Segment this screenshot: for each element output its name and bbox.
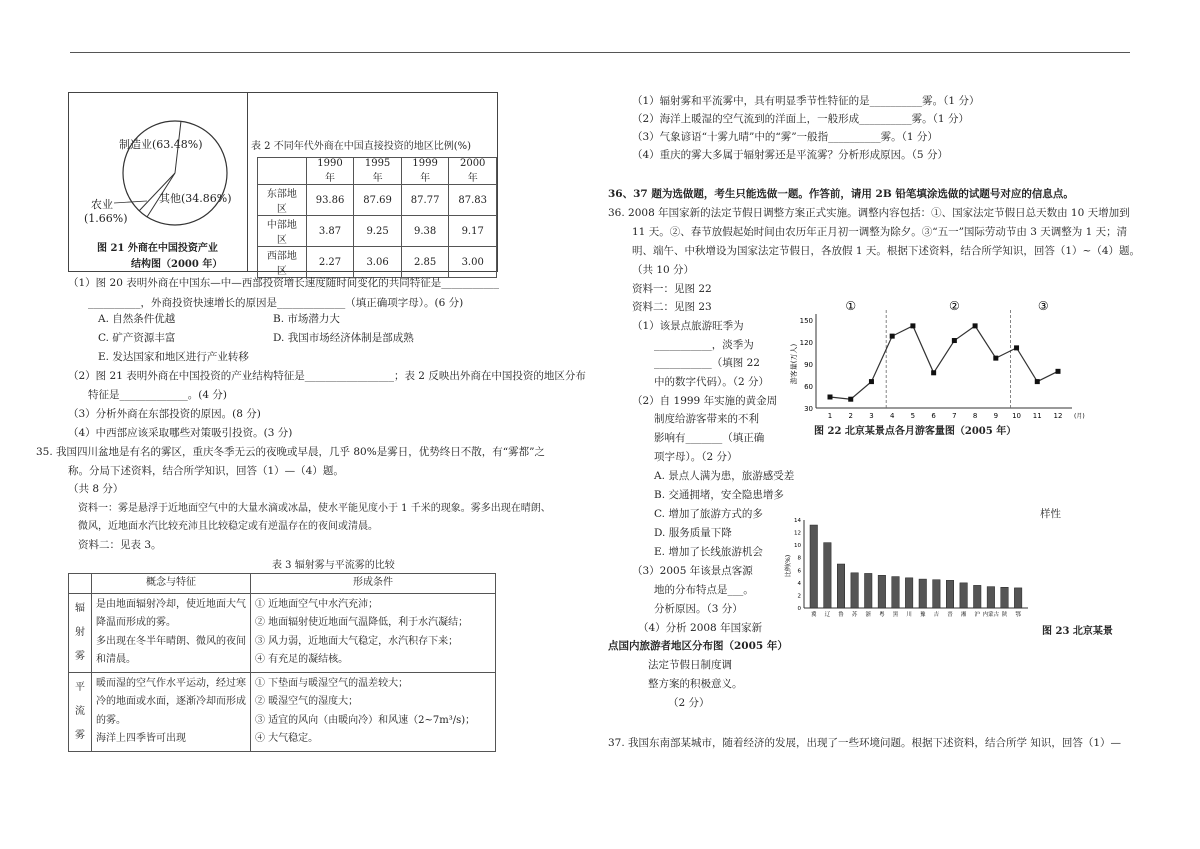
x-tick-label: 11 bbox=[1032, 412, 1042, 420]
bar bbox=[933, 580, 940, 608]
x-unit-label: (月) bbox=[1074, 413, 1085, 420]
table2-cell: 3.87 bbox=[306, 216, 354, 247]
left-text-line: （3）分析外商在东部投资的原因。(8 分) bbox=[68, 408, 261, 420]
bar bbox=[974, 585, 981, 608]
table3-feature-cell bbox=[92, 672, 251, 751]
figure22-caption: 图 22 北京某景点各月游客量图（2005 年） bbox=[814, 426, 1017, 437]
x-tick-label: 内蒙古 bbox=[982, 612, 1000, 618]
table2-cell: 3.00 bbox=[449, 247, 497, 278]
left-text-line: 微风，近地面水汽比较充沛且比较稳定或有逆温存在的夜间或清晨。 bbox=[78, 521, 378, 532]
right-text-line: 制度给游客带来的不利 bbox=[654, 413, 759, 425]
x-tick-label: 豫 bbox=[919, 612, 926, 618]
y-tick-label: 2 bbox=[797, 593, 801, 600]
table2-title: 表 2 不同年代外商在中国直接投资的地区比例(%) bbox=[251, 141, 472, 152]
right-text-line: 整方案的积极意义。 bbox=[648, 678, 743, 690]
table3-feature-line: 多出现在冬半年晴朗、微风的夜间 bbox=[96, 635, 246, 647]
bar bbox=[960, 583, 967, 608]
right-text-line: （3）气象谚语“十雾九晴”中的“雾”一般指__________雾。（1 分） bbox=[632, 131, 938, 143]
pie-leader-line bbox=[114, 201, 147, 203]
x-tick-label: 7 bbox=[952, 412, 957, 420]
x-tick-label: 浙 bbox=[865, 612, 872, 618]
table3-feature-line: 海洋上四季皆可出现 bbox=[96, 733, 186, 744]
table3-feature-line: 降温而形成的雾。 bbox=[96, 617, 176, 628]
figure21-caption-2: 结构图（2000 年） bbox=[131, 259, 223, 270]
table3-condition-line: ② 暖湿空气的湿度大； bbox=[255, 696, 359, 707]
bar bbox=[919, 579, 926, 608]
x-tick-label: 粤 bbox=[879, 612, 885, 618]
right-text-line: 36、37 题为选做题，考生只能选做一题。作答前，请用 2B 铅笔填涂选做的试题号对应的信息点。 bbox=[608, 188, 1074, 200]
table3-condition-cell bbox=[251, 672, 496, 751]
y-tick-label: 0 bbox=[797, 606, 801, 612]
data-point bbox=[952, 338, 957, 343]
left-text-line: 资料二：见表 3。 bbox=[78, 539, 162, 551]
table2-cell: 2.27 bbox=[306, 247, 354, 278]
right-text-line: （2）自 1999 年实施的黄金周 bbox=[632, 395, 778, 407]
left-text-line: C. 矿产资源丰富 bbox=[98, 332, 176, 344]
bar bbox=[878, 575, 885, 608]
right-text-line: 分析原因。（3 分） bbox=[654, 603, 743, 615]
data-point bbox=[890, 334, 895, 339]
right-text-line: 地的分布特点是___。 bbox=[654, 584, 754, 596]
header-rule bbox=[70, 52, 1130, 53]
left-text-line: __________，外商投资快速增长的原因是_____________（填正确项字母）。(6 分) bbox=[88, 297, 464, 309]
x-tick-label: 黑 bbox=[892, 612, 899, 618]
y-axis-label: 比例(%) bbox=[785, 554, 792, 578]
y-tick-label: 6 bbox=[797, 568, 801, 575]
x-tick-label: 苏 bbox=[851, 612, 858, 618]
x-tick-label: 沪 bbox=[974, 612, 981, 618]
table2-cell: 87.69 bbox=[354, 185, 402, 216]
y-axis-label: 游客量(万人) bbox=[790, 343, 798, 385]
y-tick-label: 120 bbox=[799, 339, 813, 347]
y-tick-label: 12 bbox=[794, 530, 801, 537]
right-text-line: 37. 我国东南部某城市，随着经济的发展，出现了一些环境问题。根据下述资料，结合所学 知识，回答（1）— bbox=[608, 737, 1122, 749]
data-point bbox=[828, 395, 833, 400]
table2-cell: 87.83 bbox=[449, 185, 497, 216]
bar bbox=[837, 564, 844, 608]
y-tick-label: 8 bbox=[797, 555, 801, 562]
bar bbox=[905, 578, 912, 608]
y-tick-label: 14 bbox=[794, 518, 801, 524]
right-text-line: 明、端午、中秋增设为国家法定节假日，各放假 1 天。根据下述资料，结合所学知识，回答（1）~（4）题。 bbox=[632, 245, 1141, 257]
right-text-line: （3）2005 年该景点客源 bbox=[632, 565, 753, 577]
left-text-line: （4）中西部应该采取哪些对策吸引投资。(3 分) bbox=[68, 427, 293, 439]
data-point bbox=[931, 370, 936, 375]
table2-row bbox=[258, 216, 497, 247]
right-text-line: （4）重庆的雾大多属于辐射雾还是平流雾？分析形成原因。（5 分） bbox=[632, 149, 948, 161]
table3-condition-line: ① 下垫面与暖湿空气的温差较大； bbox=[255, 677, 409, 689]
table2-header-cell: 1990 年 bbox=[306, 158, 354, 185]
right-text-line: （共 10 分） bbox=[632, 264, 695, 276]
x-tick-label: 辽 bbox=[824, 612, 831, 618]
table3-feature-cell bbox=[92, 593, 251, 672]
x-tick-label: 3 bbox=[869, 412, 874, 420]
right-text-line: E. 增加了长线旅游机会 bbox=[654, 546, 763, 558]
bar bbox=[987, 587, 994, 608]
right-text-line: （2 分） bbox=[668, 697, 710, 709]
right-text-line: ___________，淡季为 bbox=[654, 339, 754, 351]
table2-cell: 3.06 bbox=[354, 247, 402, 278]
x-tick-label: 6 bbox=[931, 412, 936, 420]
y-tick-label: 150 bbox=[799, 317, 813, 325]
x-tick-label: 4 bbox=[889, 412, 895, 420]
right-text-line: 资料一：见图 22 bbox=[632, 283, 712, 295]
x-tick-label: 10 bbox=[1012, 412, 1022, 420]
bar-chart-figure23 bbox=[784, 516, 1034, 636]
table2-cell: 西部地区 bbox=[258, 247, 307, 278]
x-tick-label: 湘 bbox=[960, 612, 967, 618]
y-tick-label: 60 bbox=[804, 383, 813, 391]
data-point bbox=[869, 379, 874, 384]
data-point bbox=[973, 323, 978, 328]
data-point bbox=[848, 397, 853, 402]
right-text-line: 项字母）。（2 分） bbox=[654, 451, 738, 463]
series-line bbox=[830, 326, 1058, 399]
x-tick-label: 晋 bbox=[947, 612, 953, 618]
figure21-caption: 图 21 外商在中国投资产业 bbox=[97, 243, 218, 254]
left-text-line: A. 自然条件优越 bbox=[98, 313, 176, 325]
table2-cell: 9.17 bbox=[449, 216, 497, 247]
table3-feature-line: 冷的地面或水面，逐渐冷却而形成 bbox=[96, 696, 246, 707]
data-point bbox=[1014, 345, 1019, 350]
table3-condition-line: ④ 有充足的凝结核。 bbox=[255, 654, 349, 665]
table2-cell: 9.25 bbox=[354, 216, 402, 247]
x-tick-label: 冀 bbox=[810, 612, 817, 618]
period-label: ③ bbox=[1037, 299, 1049, 313]
x-tick-label: 1 bbox=[827, 412, 833, 420]
data-point bbox=[910, 323, 915, 328]
table2-cell: 东部地区 bbox=[258, 185, 307, 216]
table3-condition-line: ③ 风力弱，近地面大气稳定，水汽积存下来； bbox=[255, 635, 459, 647]
bar bbox=[865, 573, 872, 608]
left-text-line: B. 市场潜力大 bbox=[273, 313, 340, 325]
bar bbox=[1014, 588, 1021, 608]
right-text-line: 11 天。②、春节放假起始时间由农历年正月初一调整为除夕。③“五一”国际劳动节由 3 天调整为 1 天；清 bbox=[632, 226, 1128, 238]
right-text-line: 资料二：见图 23 bbox=[632, 301, 712, 313]
figure23-caption: 图 23 北京某景 bbox=[1042, 626, 1113, 637]
left-text-line: E. 发达国家和地区进行产业转移 bbox=[98, 351, 249, 363]
x-tick-label: 9 bbox=[993, 412, 999, 420]
pie-label-manufacturing: 制造业(63.48%) bbox=[119, 138, 203, 151]
table2-cell: 87.77 bbox=[401, 185, 449, 216]
bar bbox=[810, 525, 817, 608]
right-text-line: 样性 bbox=[1040, 508, 1061, 520]
table3-condition-line: ③ 适宜的风向（由暖向冷）和风速（2~7m³/s)； bbox=[255, 714, 476, 726]
right-text-line: 法定节假日制度调 bbox=[648, 659, 732, 671]
table3-type-cell: 平 流 雾 bbox=[69, 672, 92, 751]
table3-title: 表 3 辐射雾与平流雾的比较 bbox=[272, 560, 395, 571]
pie-label-agriculture-pct: (1.66%) bbox=[84, 212, 128, 225]
right-text-line: B. 交通拥堵，安全隐患增多 bbox=[654, 489, 784, 501]
table2-cell: 中部地区 bbox=[258, 216, 307, 247]
table2-header-cell bbox=[258, 158, 307, 185]
right-text-line: （2）海洋上暖湿的空气流到的洋面上，一般形成__________雾。（1 分） bbox=[632, 113, 969, 125]
right-text-line: 中的数字代码）。（2 分） bbox=[654, 376, 770, 388]
data-point bbox=[1056, 369, 1061, 374]
table2-header-cell: 1999 年 bbox=[401, 158, 449, 185]
bar bbox=[946, 580, 953, 608]
table3-type-cell: 辐 射 雾 bbox=[69, 593, 92, 672]
table3-condition-line: ② 地面辐射使近地面气温降低，利于水汽凝结； bbox=[255, 617, 469, 628]
table2-row bbox=[258, 247, 497, 278]
right-text-line: 影响有_______（填正确 bbox=[654, 432, 765, 444]
x-tick-label: 8 bbox=[972, 412, 978, 420]
x-tick-label: 吉 bbox=[933, 612, 940, 618]
x-tick-label: 2 bbox=[848, 412, 853, 420]
table3-header-cell: 形成条件 bbox=[251, 574, 496, 594]
table2-row bbox=[258, 185, 497, 216]
right-text-line: （1）辐射雾和平流雾中，具有明显季节性特征的是__________雾。（1 分） bbox=[632, 95, 980, 107]
table2 bbox=[257, 157, 497, 278]
data-point bbox=[993, 356, 998, 361]
y-tick-label: 90 bbox=[804, 361, 813, 369]
table3-row bbox=[69, 593, 496, 672]
x-tick-label: 鲁 bbox=[838, 612, 844, 618]
left-text-line: （共 8 分） bbox=[68, 483, 124, 495]
table3-feature-line: 和清晨。 bbox=[96, 654, 136, 665]
right-text-line: （1）该景点旅游旺季为 bbox=[632, 320, 744, 332]
table2-cell: 93.86 bbox=[306, 185, 354, 216]
table3-condition-cell bbox=[251, 593, 496, 672]
table2-cell: 9.38 bbox=[401, 216, 449, 247]
left-text-line: 称。分局下述资料，结合所学知识，回答（1）—（4）题。 bbox=[68, 465, 344, 477]
left-text-line: 特征是_____________。(4 分) bbox=[88, 389, 227, 401]
right-text-line: A. 景点人满为患，旅游感受差 bbox=[654, 470, 795, 482]
pie-label-other: 其他(34.86%) bbox=[159, 192, 232, 205]
pie-label-agriculture: 农业 bbox=[91, 198, 113, 211]
y-tick-label: 30 bbox=[804, 405, 813, 413]
y-tick-label: 10 bbox=[794, 543, 801, 550]
table2-cell: 2.85 bbox=[401, 247, 449, 278]
table3 bbox=[68, 573, 496, 752]
left-text-line: 资料一：雾是悬浮于近地面空气中的大量水滴或冰晶，使水平能见度小于 1 千米的现象。雾多出现在晴朗、 bbox=[78, 503, 551, 514]
x-tick-label: 陕 bbox=[1001, 612, 1008, 618]
table2-header-cell: 2000 年 bbox=[449, 158, 497, 185]
left-text-line: D. 我国市场经济体制是部成熟 bbox=[273, 332, 414, 344]
table2-header-cell: 1995 年 bbox=[354, 158, 402, 185]
figure-box bbox=[68, 92, 498, 277]
period-label: ① bbox=[845, 299, 857, 313]
x-tick-label: 川 bbox=[906, 612, 912, 618]
table3-header-cell: 概念与特征 bbox=[92, 574, 251, 594]
table3-condition-line: ① 近地面空气中水汽充沛； bbox=[255, 598, 379, 610]
bar bbox=[892, 577, 899, 608]
data-point bbox=[1035, 379, 1040, 384]
table3-row bbox=[69, 672, 496, 751]
table3-feature-line: 的雾。 bbox=[96, 714, 126, 726]
y-tick-label: 4 bbox=[797, 580, 801, 587]
left-text-line: （1）图 20 表明外商在中国东—中—西部投资增长速度随时间变化的共同特征是___________ bbox=[68, 277, 499, 289]
left-text-line: （2）图 21 表明外商在中国投资的产业结构特征是_________________；表 2 反映出外商在中国投资的地区分布 bbox=[68, 370, 586, 382]
right-text-line: ___________（填图 22 bbox=[654, 357, 760, 369]
period-label: ② bbox=[948, 299, 960, 313]
x-tick-label: 5 bbox=[910, 412, 916, 420]
table3-feature-line: 暖而湿的空气作水平运动，经过寒 bbox=[96, 677, 246, 689]
line-chart-figure22 bbox=[786, 298, 1086, 438]
x-tick-label: 12 bbox=[1053, 412, 1063, 420]
right-text-line: C. 增加了旅游方式的多 bbox=[654, 508, 763, 520]
bar bbox=[1001, 587, 1008, 608]
table3-condition-line: ④ 大气稳定。 bbox=[255, 733, 319, 744]
table3-header-cell bbox=[69, 574, 92, 594]
right-text-line: D. 服务质量下降 bbox=[654, 527, 732, 539]
right-text-line: 36. 2008 年国家新的法定节假日调整方案正式实施。调整内容包括：①、国家法定节假日总天数由 10 天增加到 bbox=[608, 207, 1130, 219]
x-tick-label: 鄂 bbox=[1015, 612, 1021, 618]
right-text-line: （4）分析 2008 年国家新 bbox=[638, 622, 763, 634]
bar bbox=[824, 543, 831, 608]
left-text-line: 35. 我国四川盆地是有名的雾区，重庆冬季无云的夜晚或早晨，几乎 80%是雾日，优势终日不散，有“雾都”之 bbox=[36, 446, 545, 458]
bar bbox=[851, 573, 858, 608]
table3-feature-line: 是由地面辐射冷却，使近地面大气 bbox=[96, 598, 246, 610]
right-text-line: 点国内旅游者地区分布图（2005 年） bbox=[608, 640, 788, 652]
